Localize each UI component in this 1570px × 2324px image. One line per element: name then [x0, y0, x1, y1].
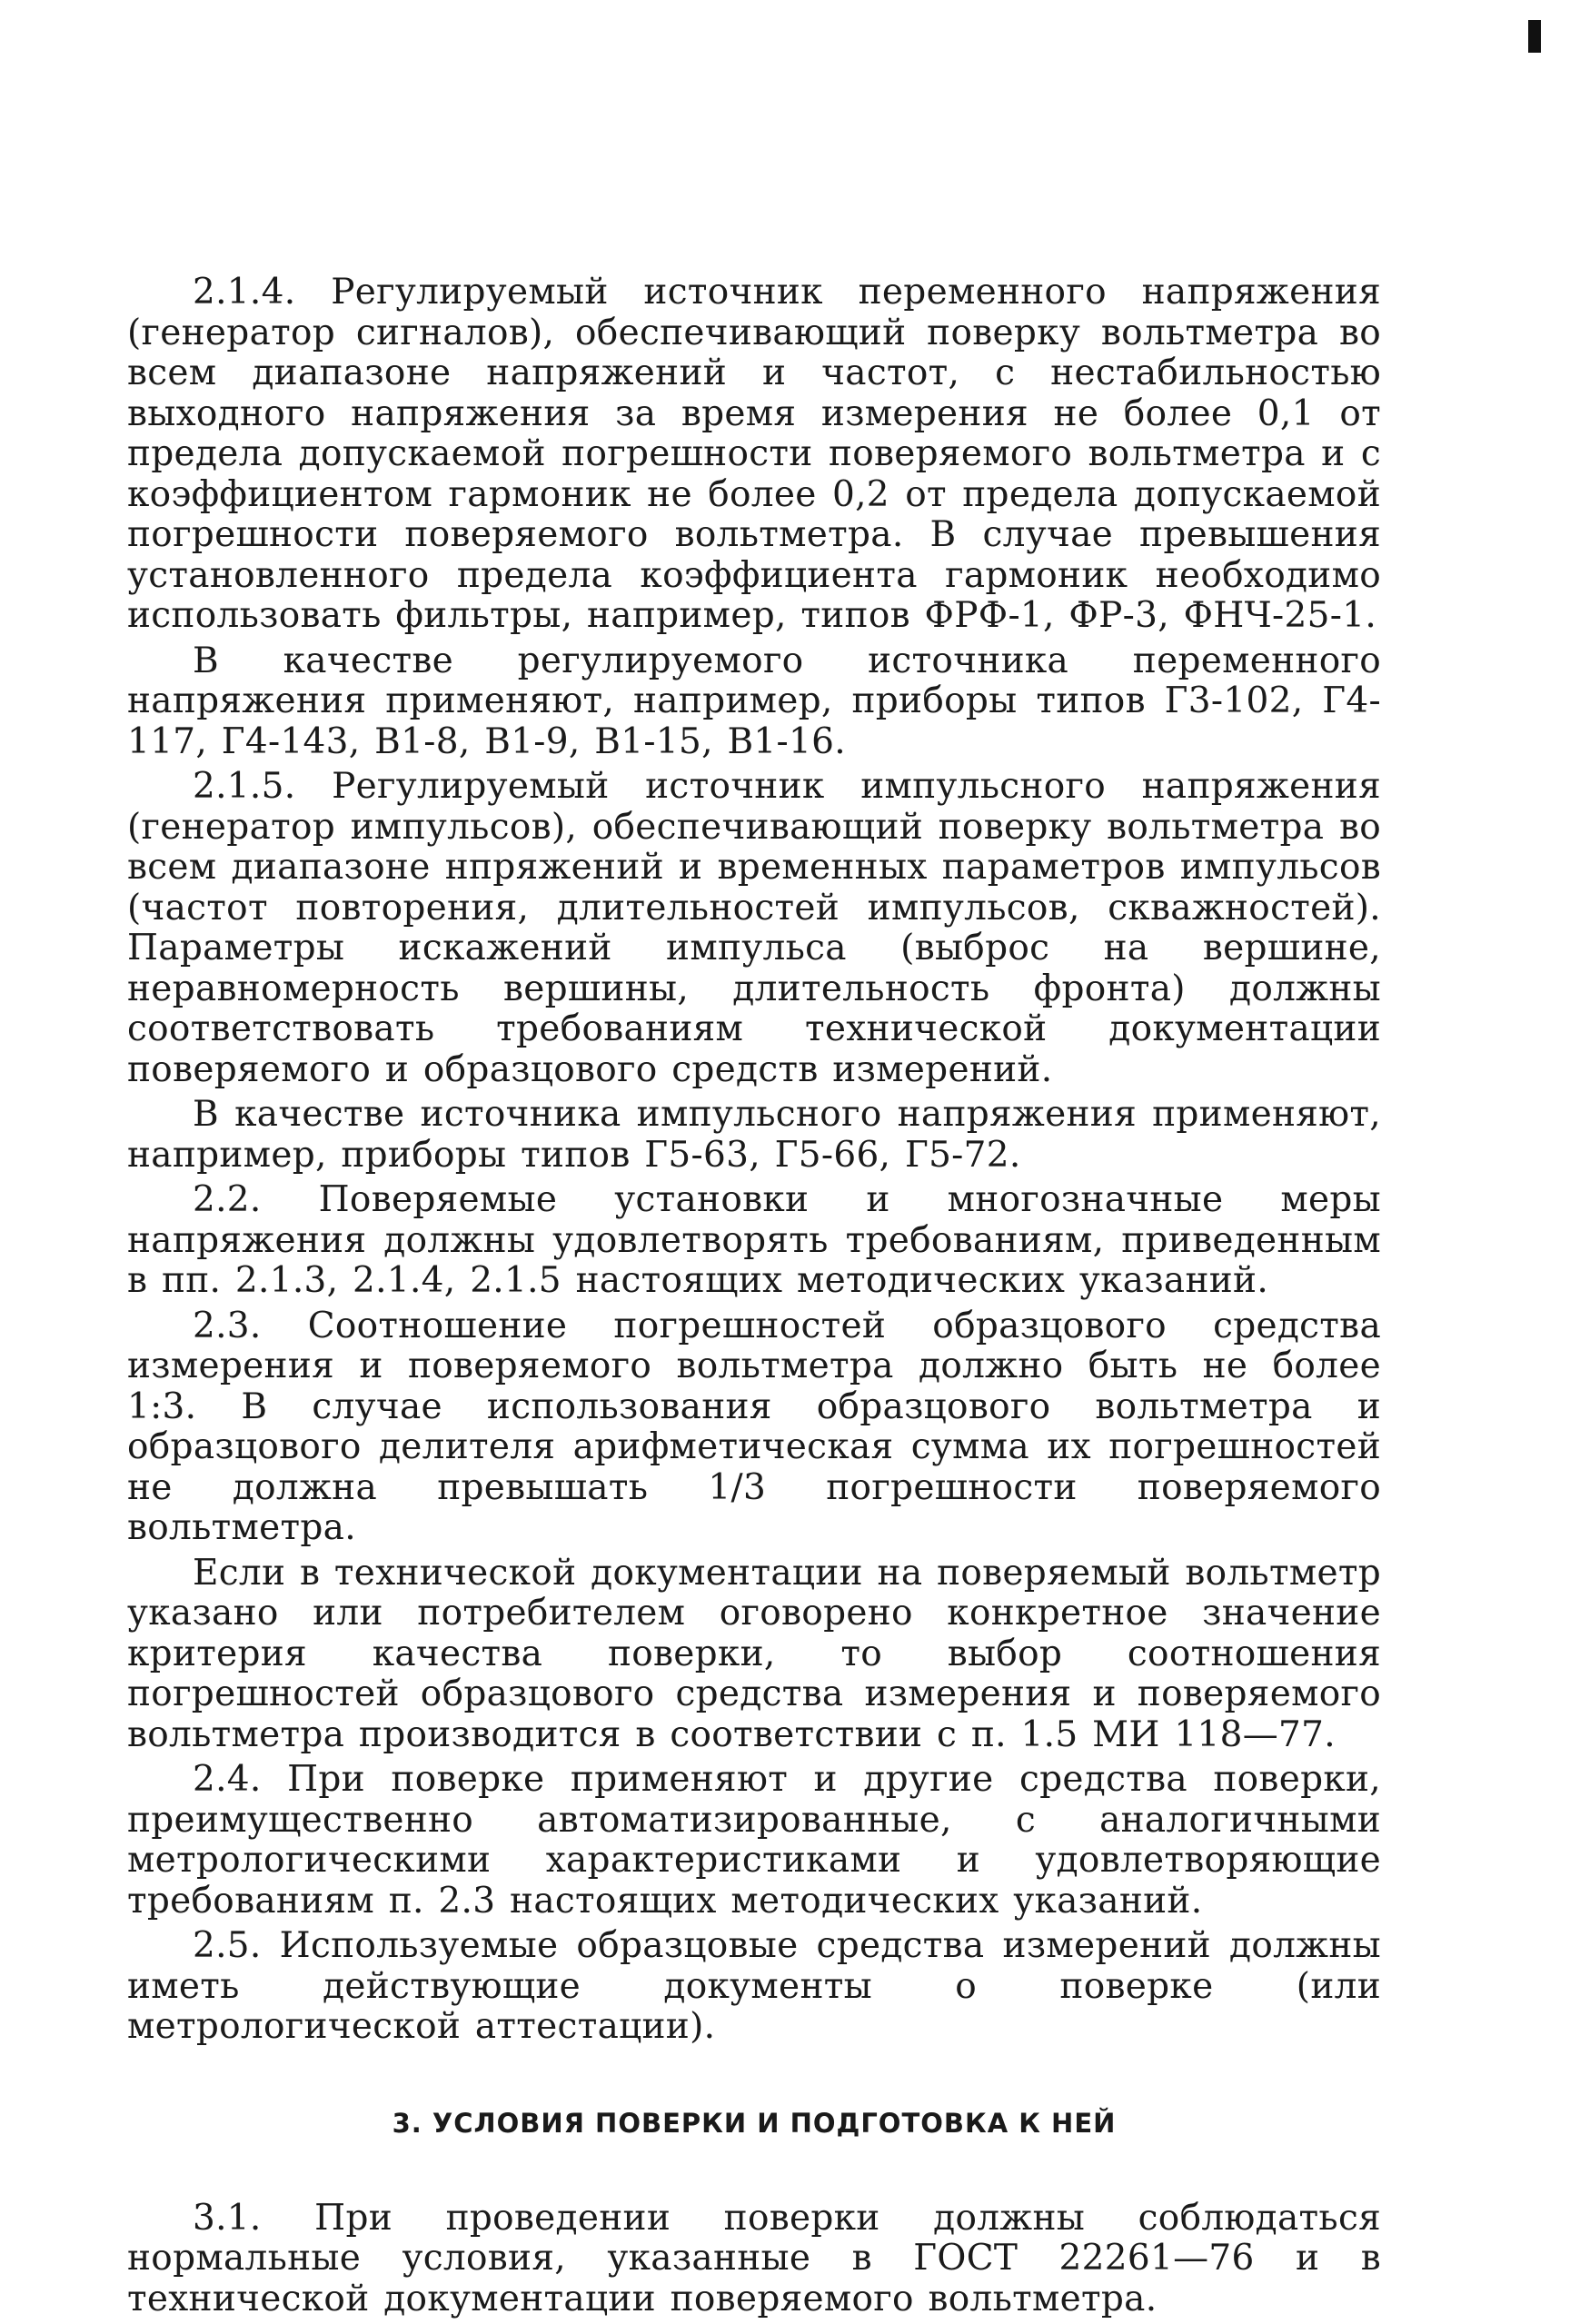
paragraph-2-3: 2.3. Соотношение погрешностей образцового средства измерения и поверяемого вольтметра должно быть не более 1:3. В случае использования образцового вольтметра и образцового делителя арифметическая сумма их погрешностей не должна превышать 1/3 погрешности поверяемого вольтметра. — [127, 1305, 1381, 1548]
paragraph-2-2: 2.2. Поверяемые установки и многозначные меры напряжения должны удовлетворять требованиям, приведенным в пп. 2.1.3, 2.1.4, 2.1.5 настоящих методических указаний. — [127, 1179, 1381, 1301]
corner-mark — [1528, 20, 1541, 53]
paragraph-2-4: 2.4. При поверке применяют и другие средства поверки, преимущественно автоматизированные, с аналогичными метрологическими характеристиками и удовлетворяющие требованиям п. 2.3 настоящих методических указаний. — [127, 1759, 1381, 1922]
paragraph-2-1-4: 2.1.4. Регулируемый источник переменного напряжения (генератор сигналов), обеспечивающий поверку вольтметра во всем диапазоне напряжений и частот, с нестабильностью выходного напряжения за время измерения не более 0,1 от предела допускаемой погрешности поверяемого вольтметра и с коэффициентом гармоник не более 0,2 от предела допускаемой погрешности поверяемого вольтметра. В случае превышения установленного предела коэффициента гармоник необходимо использовать фильтры, например, типов ФРФ-1, ФР-3, ФНЧ-25-1. — [127, 272, 1381, 636]
section-heading: 3. УСЛОВИЯ ПОВЕРКИ И ПОДГОТОВКА К НЕЙ — [392, 2107, 1117, 2139]
paragraph-2-1-5: 2.1.5. Регулируемый источник импульсного напряжения (генератор импульсов), обеспечивающий поверку вольтметра во всем диапазоне нпряжений и временных параметров импульсов (частот повторения, длительностей импульсов, скважностей). Параметры искажений импульса (выброс на вершине, неравномерность вершины, длительность фронта) должны соответствовать требованиям технической документации поверяемого и образцового средств измерений. — [127, 766, 1381, 1090]
paragraph-pulse-source-examples: В качестве источника импульсного напряжения применяют, например, приборы типов Г5-63, Г5-66, Г5-72. — [127, 1094, 1381, 1176]
paragraph-ac-source-examples: В качестве регулируемого источника переменного напряжения применяют, например, приборы типов Г3-102, Г4-117, Г4-143, В1-8, В1-9, В1-15, В1-16. — [127, 640, 1381, 762]
paragraph-3-1: 3.1. При проведении поверки должны соблюдаться нормальные условия, указанные в ГОСТ 22261—76 и в технической документации поверяемого вольтметра. — [127, 2197, 1381, 2319]
paragraph-2-5: 2.5. Используемые образцовые средства измерений должны иметь действующие документы о поверке (или метрологической аттестации). — [127, 1925, 1381, 2047]
document-page — [127, 273, 1381, 2324]
paragraph-criterion: Если в технической документации на поверяемый вольтметр указано или потребителем оговорено конкретное значение критерия качества поверки, то выбор соотношения погрешностей образцового средства измерения и поверяемого вольтметра производится в соответствии с п. 1.5 МИ 118—77. — [127, 1552, 1381, 1755]
